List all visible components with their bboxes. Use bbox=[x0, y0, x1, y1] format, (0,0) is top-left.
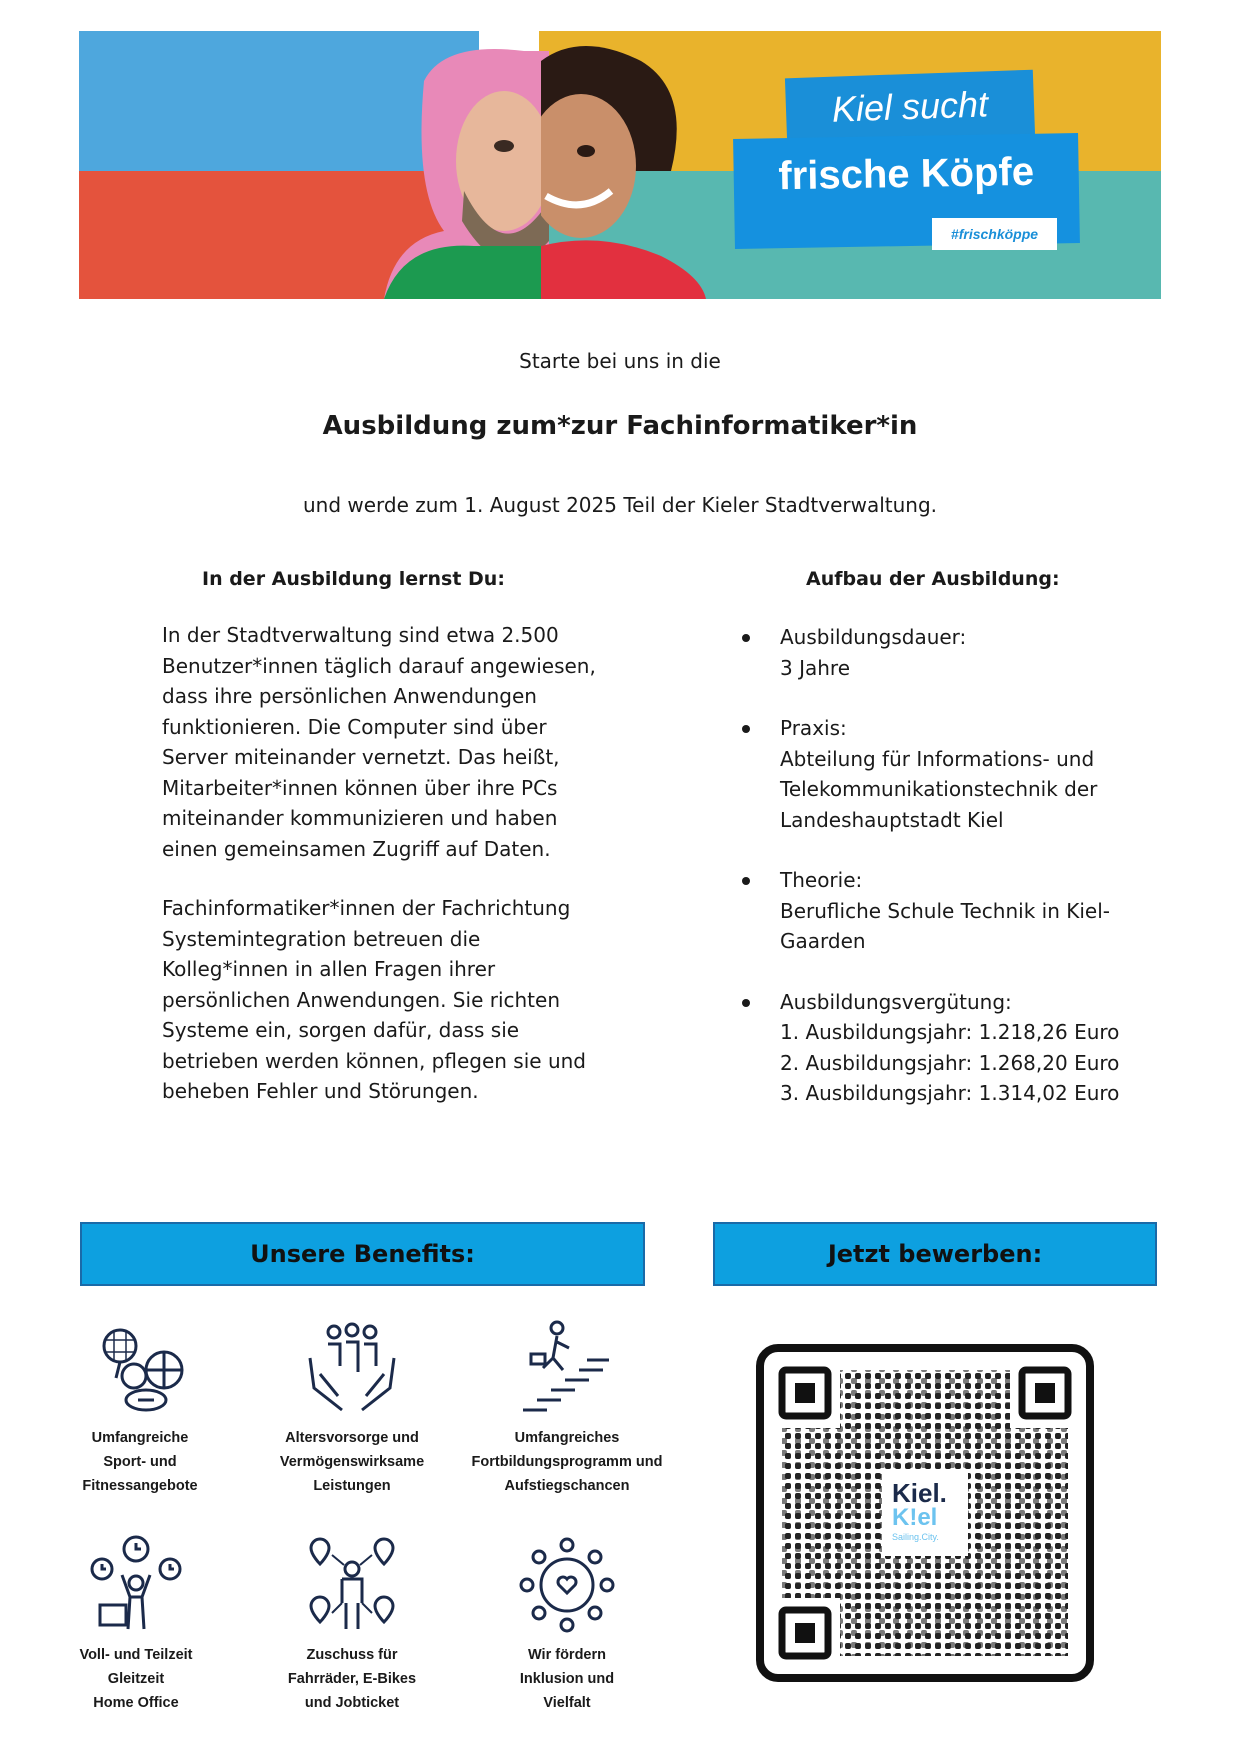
paragraph-line: Systemintegration betreuen die bbox=[162, 926, 481, 951]
list-item-line: Theorie: bbox=[780, 868, 863, 892]
people-hands-icon bbox=[302, 1318, 402, 1418]
bullet-icon bbox=[742, 877, 750, 885]
clocks-person-icon bbox=[86, 1535, 186, 1635]
list-item bbox=[740, 622, 1160, 683]
paragraph-line: einen gemeinsamen Zugriff auf Daten. bbox=[162, 836, 551, 861]
benefit-inclusion bbox=[467, 1535, 667, 1715]
location-pins-icon bbox=[302, 1535, 402, 1635]
benefit-label-line: Umfangreiches bbox=[514, 1430, 620, 1446]
list-item bbox=[740, 987, 1160, 1109]
benefit-label-line: Fortbildungsprogramm und bbox=[471, 1454, 663, 1470]
list-item bbox=[740, 865, 1160, 957]
benefit-label-line: Aufstiegschancen bbox=[504, 1478, 630, 1494]
paragraph-1 bbox=[162, 620, 632, 864]
list-item-line: Telekommunikationstechnik der bbox=[780, 777, 1098, 801]
benefit-training bbox=[467, 1318, 667, 1498]
benefit-worktime bbox=[36, 1535, 236, 1715]
list-item-line: 1. Ausbildungsjahr: 1.218,26 Euro bbox=[780, 1020, 1120, 1044]
circle-people-icon bbox=[517, 1535, 617, 1635]
paragraph-2 bbox=[162, 893, 632, 1107]
bullet-icon bbox=[742, 634, 750, 642]
list-item-line: Landeshauptstadt Kiel bbox=[780, 807, 1004, 832]
paragraph-line: betrieben werden können, pflegen sie und bbox=[162, 1048, 586, 1073]
list-item-line: Abteilung für Informations- und bbox=[780, 746, 1095, 771]
benefit-label-line: Wir fördern bbox=[527, 1647, 606, 1663]
list-item-line: Berufliche Schule Technik in Kiel- bbox=[780, 898, 1110, 923]
bullet-icon bbox=[742, 999, 750, 1007]
banner-portrait-right bbox=[541, 41, 706, 299]
right-column-heading: Aufbau der Ausbildung: bbox=[806, 568, 1060, 590]
sports-balls-icon bbox=[90, 1318, 190, 1418]
list-item-line: 3. Ausbildungsjahr: 1.314,02 Euro bbox=[780, 1081, 1120, 1105]
page-title: Ausbildung zum*zur Fachinformatiker*in bbox=[322, 411, 918, 441]
benefit-label-line: Zuschuss für bbox=[306, 1647, 398, 1663]
paragraph-line: Server miteinander vernetzt. Das heißt, bbox=[162, 745, 560, 769]
left-column-heading: In der Ausbildung lernst Du: bbox=[202, 568, 505, 590]
stairs-climber-icon bbox=[517, 1318, 617, 1418]
benefit-label-line: Altersvorsorge und bbox=[285, 1430, 419, 1446]
apply-heading: Jetzt bewerben: bbox=[713, 1222, 1157, 1286]
benefit-label-line: Home Office bbox=[93, 1695, 179, 1711]
list-item-line: Praxis: bbox=[780, 716, 847, 740]
list-item bbox=[740, 713, 1160, 835]
benefit-label-line: Umfangreiche bbox=[91, 1430, 189, 1446]
benefit-mobility bbox=[252, 1535, 452, 1715]
benefit-label-line: Gleitzeit bbox=[107, 1671, 165, 1687]
paragraph-line: dass ihre persönlichen Anwendungen bbox=[162, 684, 537, 708]
banner-slogan-line1: Kiel sucht bbox=[785, 70, 1035, 145]
benefit-label-line: Fitnessangebote bbox=[82, 1478, 198, 1494]
kiel-logo-reflection: K!el bbox=[892, 1504, 938, 1531]
intro-posttext: und werde zum 1. August 2025 Teil der Kieler Stadtverwaltung. bbox=[302, 493, 938, 517]
benefit-label-line: Vielfalt bbox=[543, 1695, 591, 1711]
paragraph-line: Benutzer*innen täglich darauf angewiesen, bbox=[162, 653, 596, 678]
benefit-label-line: Fahrräder, E-Bikes bbox=[287, 1671, 417, 1687]
benefit-label-line: Voll- und Teilzeit bbox=[79, 1647, 193, 1663]
benefit-pension bbox=[252, 1318, 452, 1498]
kiel-logo-text: Kiel. bbox=[892, 1478, 947, 1508]
training-structure-list bbox=[740, 622, 1160, 1139]
banner-slogan-line2: frische Köpfe bbox=[733, 133, 1080, 249]
list-item-line: Ausbildungsvergütung: bbox=[780, 989, 1012, 1014]
paragraph-line: funktionieren. Die Computer sind über bbox=[162, 714, 547, 739]
bullet-icon bbox=[742, 725, 750, 733]
benefit-label-line: Leistungen bbox=[313, 1478, 391, 1494]
intro-pretext: Starte bei uns in die bbox=[519, 349, 721, 373]
list-item-line: 3 Jahre bbox=[780, 655, 850, 680]
banner-portrait-left bbox=[384, 41, 549, 299]
benefit-label-line: und Jobticket bbox=[304, 1695, 400, 1711]
paragraph-line: Fachinformatiker*innen der Fachrichtung bbox=[162, 896, 571, 920]
paragraph-line: Kolleg*innen in allen Fragen ihrer bbox=[162, 957, 496, 981]
list-item-line: Gaarden bbox=[780, 929, 866, 953]
benefits-heading: Unsere Benefits: bbox=[80, 1222, 645, 1286]
benefit-label-line: Inklusion und bbox=[519, 1671, 615, 1687]
paragraph-line: persönlichen Anwendungen. Sie richten bbox=[162, 987, 560, 1012]
kiel-logo-tagline: Sailing.City. bbox=[892, 1532, 939, 1542]
list-item-line: Ausbildungsdauer: bbox=[780, 625, 967, 649]
paragraph-line: Mitarbeiter*innen können über ihre PCs bbox=[162, 775, 558, 800]
benefit-label-line: Sport- und bbox=[103, 1454, 177, 1470]
paragraph-line: miteinander kommunizieren und haben bbox=[162, 806, 558, 830]
banner-hashtag: #frischköppe bbox=[932, 218, 1057, 250]
benefit-sports bbox=[40, 1318, 240, 1498]
kiel-logo bbox=[892, 1480, 962, 1542]
header-banner bbox=[79, 31, 1161, 299]
list-item-line: 2. Ausbildungsjahr: 1.268,20 Euro bbox=[780, 1050, 1120, 1075]
paragraph-line: beheben Fehler und Störungen. bbox=[162, 1079, 479, 1103]
application-qr-code[interactable] bbox=[756, 1344, 1094, 1682]
paragraph-line: In der Stadtverwaltung sind etwa 2.500 bbox=[162, 623, 559, 647]
benefit-label-line: Vermögenswirksame bbox=[279, 1454, 425, 1470]
paragraph-line: Systeme ein, sorgen dafür, dass sie bbox=[162, 1018, 520, 1042]
